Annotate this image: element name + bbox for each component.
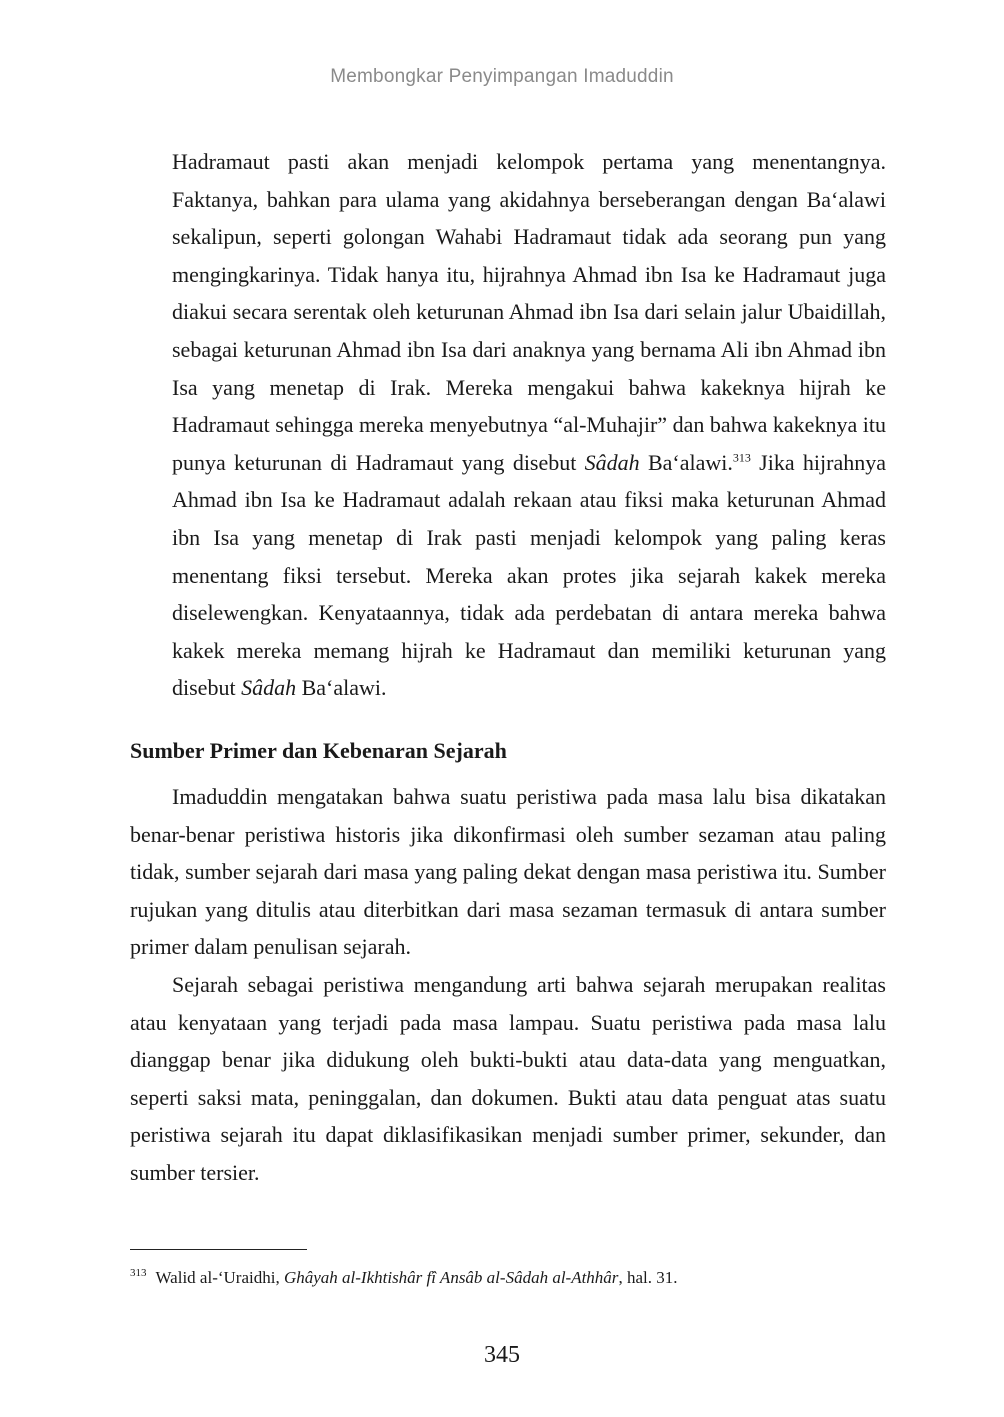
- paragraph: Imaduddin mengatakan bahwa suatu peristiwa pada masa lalu bisa dikatakan benar-benar peristiwa historis jika dikonfirmasi oleh sumber sezaman atau paling tidak, sumber sejarah dari masa yang paling dekat dengan masa peristiwa itu. Sumber rujukan yang ditulis atau diterbitkan dari masa sezaman termasuk di antara sumber primer dalam penulisan sejarah.: [130, 784, 886, 960]
- footnote-divider: [130, 1249, 307, 1250]
- italic-term: Sâdah: [584, 449, 640, 475]
- footnote-number: 313: [130, 1267, 147, 1280]
- paragraph-text: Ba‘alawi.: [296, 675, 387, 701]
- paragraph-text: Ba‘alawi.: [639, 449, 733, 475]
- footnote-reference[interactable]: 313: [732, 450, 751, 465]
- paragraph: Sejarah sebagai peristiwa mengandung arti bahwa sejarah merupakan realitas atau kenyataan yang terjadi pada masa lampau. Suatu peristiwa pada masa lalu dianggap benar jika didukung oleh bukti-bukti atau data-data yang menguatkan, seperti saksi mata, peninggalan, dan dokumen. Bukti atau data penguat atas suatu peristiwa sejarah itu dapat diklasifikasikan menjadi sumber primer, sekunder, dan sumber tersier.: [130, 972, 886, 1185]
- running-header: Membongkar Penyimpangan Imaduddin: [330, 66, 674, 87]
- footnote-book-title: Ghâyah al-Ikhtishâr fî Ansâb al-Sâdah al-Athhâr: [283, 1268, 619, 1287]
- footnote-author: Walid al-‘Uraidhi,: [155, 1268, 284, 1287]
- footnote: [130, 1266, 890, 1290]
- footnote-page: , hal. 31.: [618, 1268, 678, 1287]
- page-number: 345: [484, 1342, 520, 1368]
- paragraph-text: Jika hijrahnya Ahmad ibn Isa ke Hadramaut adalah rekaan atau fiksi maka keturunan Ahmad ibn Isa yang menetap di Irak pasti menjadi kelompok yang paling keras menentang fiksi tersebut. Mereka akan protes jika sejarah kakek mereka diselewengkan. Kenyataannya, tidak ada perdebatan di antara mereka bahwa kakek mereka memang hijrah ke Hadramaut dan memiliki keturunan yang disebut: [172, 449, 886, 701]
- paragraph-continued: [130, 143, 886, 707]
- section-heading: Sumber Primer dan Kebenaran Sejarah: [130, 738, 507, 763]
- italic-term: Sâdah: [241, 675, 297, 701]
- paragraph-text: Hadramaut pasti akan menjadi kelompok pertama yang menentangnya. Faktanya, bahkan para ulama yang akidahnya berseberangan dengan Ba‘alawi sekalipun, seperti golongan Wahabi Hadramaut tidak ada seorang pun yang mengingkarinya. Tidak hanya itu, hijrahnya Ahmad ibn Isa ke Hadramaut juga diakui secara serentak oleh keturunan Ahmad ibn Isa dari selain jalur Ubaidillah, sebagai keturunan Ahmad ibn Isa dari anaknya yang bernama Ali ibn Ahmad ibn Isa yang menetap di Irak. Mereka mengakui bahwa kakeknya hijrah ke Hadramaut sehingga mereka menyebutnya “al-Muhajir” dan bahwa kakeknya itu punya keturunan di Hadramaut yang disebut: [172, 149, 886, 475]
